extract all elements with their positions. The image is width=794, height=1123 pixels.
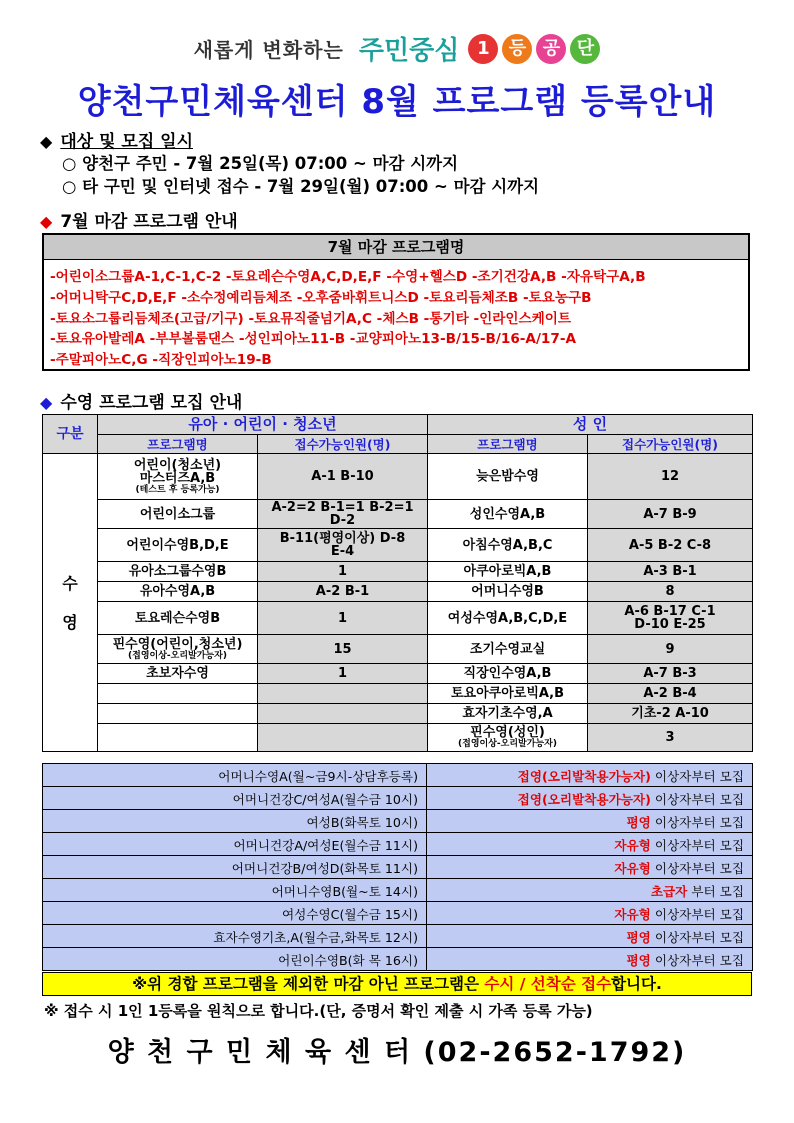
slogan-circle: 1 bbox=[468, 34, 498, 64]
closed-line: -어린이소그룹A-1,C-1,C-2 -토요레슨수영A,C,D,E,F -수영+헬스D -조기건강A,B -자유탁구A,B bbox=[50, 269, 646, 285]
table-row bbox=[43, 833, 753, 856]
youth-capacity bbox=[258, 724, 428, 752]
slogan-circle: 공 bbox=[536, 34, 566, 64]
adult-program-text: 조기수영교실 bbox=[469, 641, 546, 657]
sub-program-header: 프로그램명 bbox=[428, 435, 588, 454]
table-row bbox=[43, 582, 753, 602]
notice-prefix: ※위 경합 프로그램을 제외한 마감 아닌 프로그램은 bbox=[132, 975, 485, 993]
table-row bbox=[43, 664, 753, 684]
youth-capacity bbox=[258, 454, 428, 500]
adult-program bbox=[428, 602, 588, 635]
combined-program: 어머니건강B/여성D(화목토 11시) bbox=[43, 856, 427, 879]
slogan-circles bbox=[464, 38, 600, 57]
diamond-icon: ◆ bbox=[40, 132, 53, 151]
youth-capacity-text: A-2=2 B-1=1 B-2=1 D-2 bbox=[271, 500, 414, 528]
requirement-level: 접영(오리발착용가능자) bbox=[517, 791, 651, 807]
footer-contact: 양 천 구 민 체 육 센 터 (02-2652-1792) bbox=[107, 1037, 687, 1068]
adult-program bbox=[428, 664, 588, 684]
table-row bbox=[43, 500, 753, 529]
requirement-suffix: 이상자부터 모집 bbox=[650, 837, 744, 853]
table-row bbox=[43, 856, 753, 879]
table-row bbox=[43, 787, 753, 810]
slogan-prefix: 새롭게 변화하는 bbox=[193, 38, 344, 62]
youth-program bbox=[98, 562, 258, 582]
slogan-circle: 단 bbox=[570, 34, 600, 64]
closed-programs-header: 7월 마감 프로그램명 bbox=[44, 235, 748, 260]
combined-requirement bbox=[427, 879, 753, 902]
closed-heading-label: 7월 마감 프로그램 안내 bbox=[60, 212, 238, 232]
group-youth-header: 유아 · 어린이 · 청소년 bbox=[98, 415, 428, 435]
table-row bbox=[43, 529, 753, 562]
combined-programs-table bbox=[42, 763, 753, 971]
youth-capacity-text: B-11(평영이상) D-8 E-4 bbox=[279, 531, 406, 559]
requirement-level: 평영 bbox=[626, 952, 651, 968]
combined-program: 어머니수영B(월~토 14시) bbox=[43, 879, 427, 902]
col-gubun: 구분 bbox=[43, 415, 98, 454]
requirement-suffix: 이상자부터 모집 bbox=[650, 952, 744, 968]
adult-capacity-text: A-3 B-1 bbox=[643, 564, 697, 579]
adult-program bbox=[428, 562, 588, 582]
youth-program bbox=[98, 664, 258, 684]
youth-program-note: (접영이상-오리발가능자) bbox=[128, 650, 227, 661]
requirement-suffix: 이상자부터 모집 bbox=[650, 768, 744, 784]
adult-program-text: 핀수영(성인) bbox=[470, 725, 545, 740]
closed-programs-list bbox=[44, 260, 748, 371]
youth-program bbox=[98, 582, 258, 602]
adult-capacity-text: A-7 B-9 bbox=[643, 506, 697, 522]
youth-program bbox=[98, 500, 258, 529]
youth-program-text: 어린이소그룹 bbox=[139, 506, 216, 522]
sub-capacity-header: 접수가능인원(명) bbox=[258, 435, 428, 454]
adult-program bbox=[428, 704, 588, 724]
youth-program bbox=[98, 724, 258, 752]
table-row bbox=[43, 562, 753, 582]
youth-program bbox=[98, 602, 258, 635]
requirement-level: 접영(오리발착용가능자) bbox=[517, 768, 651, 784]
combined-program: 효자수영기초,A(월수금,화목토 12시) bbox=[43, 925, 427, 948]
notice-red: 수시 / 선착순 접수 bbox=[484, 975, 612, 993]
diamond-icon: ◆ bbox=[40, 212, 53, 231]
youth-program-text: 어린이수영B,D,E bbox=[126, 537, 229, 553]
adult-program bbox=[428, 500, 588, 529]
adult-capacity-text: 3 bbox=[665, 730, 675, 745]
adult-capacity bbox=[588, 454, 753, 500]
combined-program: 어린이수영B(화 목 16시) bbox=[43, 948, 427, 971]
requirement-suffix: 이상자부터 모집 bbox=[650, 791, 744, 807]
adult-capacity bbox=[588, 602, 753, 635]
youth-program-note: (테스트 후 등록가능) bbox=[135, 484, 220, 495]
adult-program bbox=[428, 684, 588, 704]
combined-requirement bbox=[427, 764, 753, 787]
adult-capacity bbox=[588, 635, 753, 664]
requirement-suffix: 이상자부터 모집 bbox=[650, 906, 744, 922]
notice-suffix: 합니다. bbox=[611, 975, 662, 993]
youth-program bbox=[98, 684, 258, 704]
adult-capacity bbox=[588, 562, 753, 582]
adult-capacity bbox=[588, 704, 753, 724]
requirement-level: 초급자 bbox=[650, 883, 688, 899]
youth-program-text: 핀수영(어린이,청소년) bbox=[112, 636, 243, 652]
youth-capacity bbox=[258, 562, 428, 582]
adult-program-note: (접영이상-오리발가능자) bbox=[458, 739, 557, 749]
target-item-other: ○ 타 구민 및 인터넷 접수 - 7월 29일(월) 07:00 ~ 마감 시까지 bbox=[62, 177, 540, 196]
youth-program-text: 유아소그룹수영B bbox=[128, 564, 227, 579]
combined-program: 여성B(화목토 10시) bbox=[43, 810, 427, 833]
requirement-level: 자유형 bbox=[614, 860, 651, 876]
side-char: 영 bbox=[62, 612, 78, 632]
adult-program bbox=[428, 454, 588, 500]
adult-program bbox=[428, 724, 588, 752]
adult-program bbox=[428, 529, 588, 562]
closed-programs-box bbox=[42, 233, 750, 371]
adult-program-text: 아침수영A,B,C bbox=[462, 537, 553, 553]
combined-requirement bbox=[427, 856, 753, 879]
adult-program-text: 여성수영A,B,C,D,E bbox=[447, 610, 568, 626]
adult-capacity-text: 기초-2 A-10 bbox=[631, 706, 709, 721]
closed-line: -어머니탁구C,D,E,F -소수정예리듬체조 -오후줌바휘트니스D -토요리듬체조B -토요농구B bbox=[50, 289, 592, 306]
youth-capacity-text: 1 bbox=[337, 564, 348, 579]
table-row bbox=[43, 925, 753, 948]
youth-capacity bbox=[258, 684, 428, 704]
adult-program bbox=[428, 635, 588, 664]
adult-capacity bbox=[588, 684, 753, 704]
youth-program-text: 어린이(청소년) 마스터즈A,B bbox=[133, 457, 222, 486]
swim-heading-label: 수영 프로그램 모집 안내 bbox=[60, 393, 243, 413]
adult-program-text: 늦은밤수영 bbox=[476, 469, 539, 484]
adult-capacity bbox=[588, 500, 753, 529]
youth-capacity-text: A-1 B-10 bbox=[311, 469, 374, 484]
combined-requirement bbox=[427, 810, 753, 833]
youth-program bbox=[98, 454, 258, 500]
slogan bbox=[0, 30, 794, 70]
adult-capacity bbox=[588, 724, 753, 752]
target-heading-label: 대상 및 모집 일시 bbox=[60, 132, 194, 152]
youth-capacity bbox=[258, 635, 428, 664]
notice-banner bbox=[42, 972, 752, 996]
adult-capacity-text: A-5 B-2 C-8 bbox=[628, 537, 712, 553]
adult-capacity bbox=[588, 582, 753, 602]
closed-line: -주말피아노C,G -직장인피아노19-B bbox=[50, 352, 272, 369]
table-row bbox=[43, 948, 753, 971]
requirement-level: 평영 bbox=[626, 814, 651, 830]
youth-program-text: 토요레슨수영B bbox=[134, 610, 221, 626]
slogan-circle: 등 bbox=[502, 34, 532, 64]
group-adult-header: 성 인 bbox=[428, 415, 753, 435]
youth-program bbox=[98, 529, 258, 562]
swim-table bbox=[42, 414, 753, 752]
youth-program bbox=[98, 635, 258, 664]
youth-capacity-text: A-2 B-1 bbox=[315, 584, 370, 599]
adult-capacity-text: A-2 B-4 bbox=[643, 686, 697, 701]
youth-program-text: 유아수영A,B bbox=[139, 584, 216, 599]
closed-line: -토요소그룹리듬체조(고급/기구) -토요뮤직줄넘기A,C -체스B -통기타 -인라인스케이트 bbox=[50, 310, 572, 327]
requirement-suffix: 부터 모집 bbox=[687, 883, 744, 899]
adult-capacity-text: 9 bbox=[665, 641, 675, 657]
sub-program-header: 프로그램명 bbox=[98, 435, 258, 454]
table-row bbox=[43, 764, 753, 787]
youth-capacity-text: 1 bbox=[337, 610, 348, 626]
youth-capacity bbox=[258, 602, 428, 635]
requirement-level: 평영 bbox=[626, 929, 651, 945]
adult-program-text: 어머니수영B bbox=[471, 584, 544, 599]
combined-program: 어머니건강C/여성A(월수금 10시) bbox=[43, 787, 427, 810]
table-row bbox=[43, 684, 753, 704]
sub-capacity-header: 접수가능인원(명) bbox=[588, 435, 753, 454]
youth-program-text: 초보자수영 bbox=[146, 666, 209, 681]
target-item-resident: ○ 양천구 주민 - 7월 25일(목) 07:00 ~ 마감 시까지 bbox=[62, 154, 459, 173]
slogan-main: 주민중심 bbox=[358, 36, 460, 66]
combined-requirement bbox=[427, 787, 753, 810]
page-title: 양천구민체육센터 8월 프로그램 등록안내 bbox=[77, 82, 717, 122]
adult-program bbox=[428, 582, 588, 602]
requirement-level: 자유형 bbox=[614, 837, 651, 853]
combined-program: 어머니수영A(월~금9시-상담후등록) bbox=[43, 764, 427, 787]
requirement-suffix: 이상자부터 모집 bbox=[650, 929, 744, 945]
youth-program bbox=[98, 704, 258, 724]
swim-heading bbox=[40, 388, 242, 413]
adult-program-text: 성인수영A,B bbox=[469, 506, 546, 522]
closed-line: -토요유아발레A -부부볼룸댄스 -성인피아노11-B -교양피아노13-B/15-B/16-A/17-A bbox=[50, 331, 576, 348]
combined-program: 어머니건강A/여성E(월수금 11시) bbox=[43, 833, 427, 856]
registration-note: ※ 접수 시 1인 1등록을 원칙으로 합니다.(단, 증명서 확인 제출 시 가족 등록 가능) bbox=[44, 1002, 593, 1020]
combined-requirement bbox=[427, 925, 753, 948]
target-heading bbox=[40, 127, 193, 152]
side-char: 수 bbox=[62, 573, 78, 593]
youth-capacity bbox=[258, 529, 428, 562]
table-row bbox=[43, 902, 753, 925]
requirement-level: 자유형 bbox=[614, 906, 651, 922]
adult-program-text: 직장인수영A,B bbox=[463, 666, 552, 681]
adult-capacity bbox=[588, 529, 753, 562]
youth-capacity bbox=[258, 704, 428, 724]
table-row bbox=[43, 810, 753, 833]
youth-capacity bbox=[258, 582, 428, 602]
table-row bbox=[43, 635, 753, 664]
requirement-suffix: 이상자부터 모집 bbox=[650, 860, 744, 876]
youth-capacity bbox=[258, 500, 428, 529]
diamond-icon: ◆ bbox=[40, 393, 53, 412]
adult-capacity-text: 12 bbox=[660, 469, 680, 484]
adult-program-text: 효자기초수영,A bbox=[462, 706, 553, 721]
table-row bbox=[43, 724, 753, 752]
adult-capacity-text: A-6 B-17 C-1 D-10 E-25 bbox=[624, 604, 716, 632]
table-row bbox=[43, 704, 753, 724]
youth-capacity bbox=[258, 664, 428, 684]
youth-capacity-text: 1 bbox=[337, 666, 348, 681]
table-row bbox=[43, 879, 753, 902]
swim-side-label bbox=[43, 454, 98, 752]
combined-requirement bbox=[427, 948, 753, 971]
adult-program-text: 토요아쿠아로빅A,B bbox=[450, 686, 565, 701]
table-row bbox=[43, 454, 753, 500]
table-row bbox=[43, 602, 753, 635]
requirement-suffix: 이상자부터 모집 bbox=[650, 814, 744, 830]
adult-capacity-text: A-7 B-3 bbox=[643, 666, 697, 681]
adult-capacity bbox=[588, 664, 753, 684]
combined-requirement bbox=[427, 833, 753, 856]
adult-capacity-text: 8 bbox=[665, 584, 675, 599]
combined-program: 여성수영C(월수금 15시) bbox=[43, 902, 427, 925]
combined-requirement bbox=[427, 902, 753, 925]
adult-program-text: 아쿠아로빅A,B bbox=[463, 564, 552, 579]
youth-capacity-text: 15 bbox=[333, 641, 352, 657]
closed-heading bbox=[40, 207, 238, 232]
